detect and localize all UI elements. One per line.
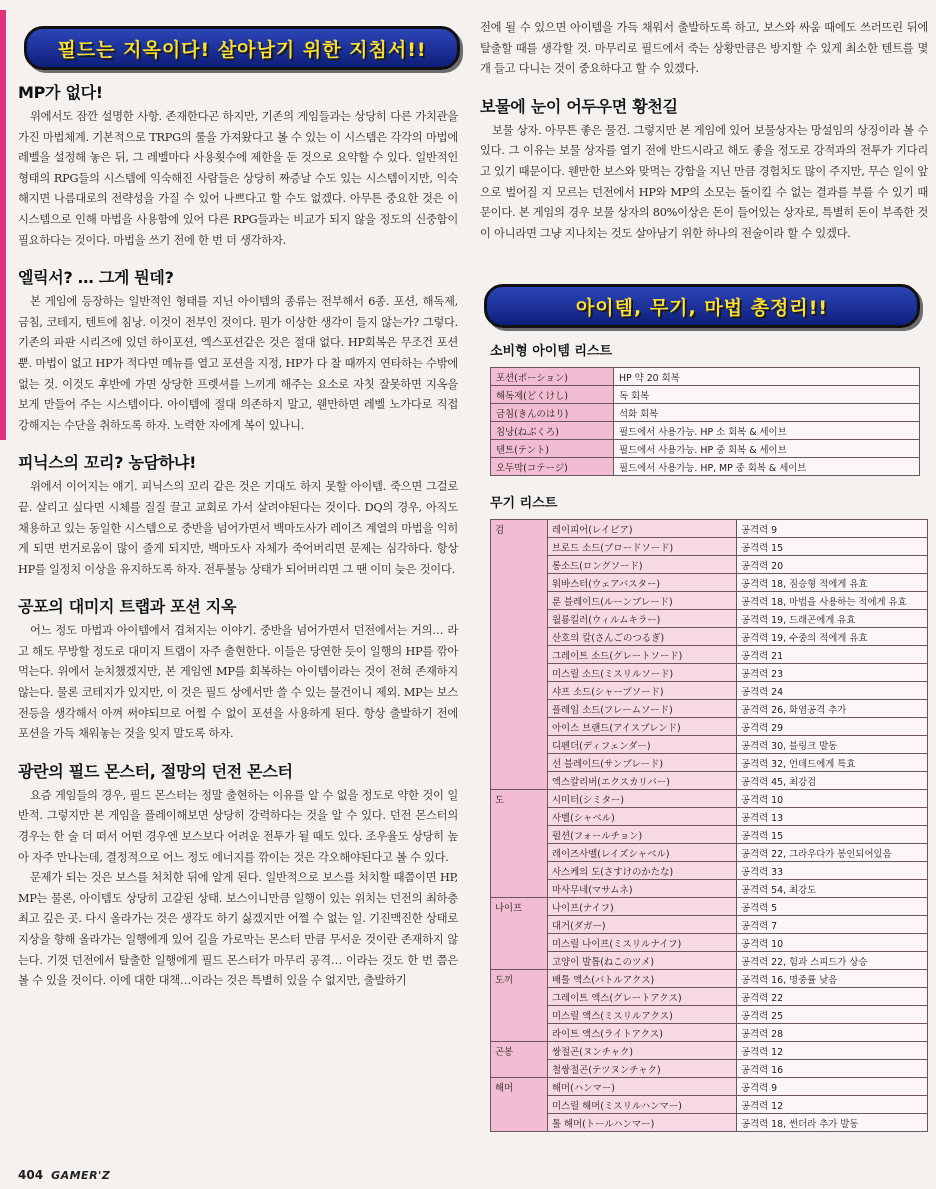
item-name: 해독제(どくけし) [491, 386, 614, 404]
section-treasure [480, 94, 928, 245]
weapon-name: 쌍절곤(ヌンチャク) [548, 1042, 737, 1060]
weapon-row [491, 610, 928, 628]
weapon-stat: 공격력 13 [737, 808, 928, 826]
weapon-stat: 공격력 10 [737, 790, 928, 808]
weapon-name: 미스릴 소드(ミスリルソード) [548, 664, 737, 682]
weapon-name: 철쌍절곤(テツヌンチャク) [548, 1060, 737, 1078]
weapon-stat: 공격력 18, 짐승형 적에게 유효 [737, 574, 928, 592]
section-heading: 공포의 대미지 트랩과 포션 지옥 [18, 597, 237, 617]
weapon-stat: 공격력 15 [737, 826, 928, 844]
weapon-name: 룬 블레이드(ルーンブレード) [548, 592, 737, 610]
weapon-row [491, 988, 928, 1006]
weapon-name: 엑스칼리버(エクスカリバー) [548, 772, 737, 790]
item-name: 침낭(ねぶくろ) [491, 422, 614, 440]
weapon-name: 라이트 액스(ライトアクス) [548, 1024, 737, 1042]
weapon-stat: 공격력 21 [737, 646, 928, 664]
section-banner-summary: 아이템, 무기, 마법 총정리!! [484, 284, 920, 328]
weapon-stat: 공격력 12 [737, 1096, 928, 1114]
weapon-name: 나이프(ナイフ) [548, 898, 737, 916]
weapon-name: 아이스 브랜드(アイスブレンド) [548, 718, 737, 736]
left-column [18, 26, 458, 1006]
weapon-name: 대거(ダガー) [548, 916, 737, 934]
item-effect: 필드에서 사용가능. HP, MP 중 회복 & 세이브 [614, 458, 920, 476]
weapon-stat: 공격력 10 [737, 934, 928, 952]
weapon-row [491, 1042, 928, 1060]
weapon-row [491, 1006, 928, 1024]
weapon-stat: 공격력 23 [737, 664, 928, 682]
weapon-row [491, 808, 928, 826]
weapon-category: 도끼 [491, 970, 548, 1042]
weapon-name: 그레이트 소드(グレートソード) [548, 646, 737, 664]
weapon-category: 나이프 [491, 898, 548, 970]
weapon-row [491, 772, 928, 790]
section-damage-trap [18, 594, 458, 745]
weapon-name: 샤프 소드(シャープソード) [548, 682, 737, 700]
item-row [491, 386, 920, 404]
weapon-stat: 공격력 30, 블링크 발동 [737, 736, 928, 754]
weapon-row [491, 970, 928, 988]
weapon-row [491, 646, 928, 664]
weapon-stat: 공격력 16 [737, 1060, 928, 1078]
section-banner-survival: 필드는 지옥이다! 살아남기 위한 지침서!! [24, 26, 460, 70]
weapon-row [491, 844, 928, 862]
weapon-name: 산호의 칼(さんごのつるぎ) [548, 628, 737, 646]
weapon-name: 배틀 액스(バトルアクス) [548, 970, 737, 988]
items-list-title: 소비형 아이템 리스트 [490, 344, 613, 360]
weapon-stat: 공격력 54, 최강도 [737, 880, 928, 898]
weapon-name: 레이즈사벨(レイズシャベル) [548, 844, 737, 862]
page-footer [18, 1168, 110, 1182]
weapon-name: 미스릴 해머(ミスリルハンマー) [548, 1096, 737, 1114]
weapon-name: 월룡킬러(ウィルムキラー) [548, 610, 737, 628]
page-edge-stripe [0, 10, 6, 440]
weapon-name: 사벨(シャベル) [548, 808, 737, 826]
weapon-row [491, 700, 928, 718]
weapon-stat: 공격력 7 [737, 916, 928, 934]
weapon-stat: 공격력 45, 최강검 [737, 772, 928, 790]
weapon-row [491, 754, 928, 772]
page-number: 404 [18, 1168, 44, 1182]
weapon-stat: 공격력 19, 수중의 적에게 유효 [737, 628, 928, 646]
weapon-stat: 공격력 26, 화염공격 추가 [737, 700, 928, 718]
weapon-stat: 공격력 24 [737, 682, 928, 700]
weapon-stat: 공격력 29 [737, 718, 928, 736]
weapon-row [491, 538, 928, 556]
section-body: 어느 정도 마법과 아이템에서 겹쳐지는 이야기. 중반을 넘어가면서 던전에서는 거의… 라고 해도 무방할 정도로 대미지 트랩이 자주 출현한다. 이들은 당연한 듯이 일행의 HP를 깎아먹는다. 위에서 눈치챘겠지만, 본 게임엔 MP를 회복하는 아이템이라는 것이 전혀 존재하지 않는다. 물론 코테지가 있지만, 이 것은 필드 상에서만 쓸 수 있는 물건이니 제외. MP는 보스전등을 생각해서 아껴 써야되므로 어쩔 수 없이 포션을 사용하게 된다. 항상 출발하기 전에 포션을 가득 채워놓는 것을 잊지 말도록 하자. [18, 624, 458, 741]
weapon-stat: 공격력 9 [737, 520, 928, 538]
item-effect: 석화 회복 [614, 404, 920, 422]
item-effect: 필드에서 사용가능. HP 소 회복 & 세이브 [614, 422, 920, 440]
weapon-row [491, 1024, 928, 1042]
weapon-name: 그레이트 액스(グレートアクス) [548, 988, 737, 1006]
item-row [491, 368, 920, 386]
weapon-row [491, 880, 928, 898]
weapon-row [491, 826, 928, 844]
weapon-stat: 공격력 9 [737, 1078, 928, 1096]
weapon-name: 플레임 소드(フレームソード) [548, 700, 737, 718]
section-heading: 보물에 눈이 어두우면 황천길 [480, 96, 678, 116]
weapon-stat: 공격력 18, 마법을 사용하는 적에게 유효 [737, 592, 928, 610]
item-name: 포션(ポーション) [491, 368, 614, 386]
right-column [480, 18, 928, 1132]
weapon-row [491, 1114, 928, 1132]
section-body: 보물 상자. 아무튼 좋은 물건. 그렇지만 본 게임에 있어 보물상자는 망설임의 상징이라 볼 수 있다. 그 이유는 보물 상자를 열기 전에 반드시라고 해도 좋을 정도로 강적과의 전투가 기다리고 있기 때문이다. 웬만한 보스와 맞먹는 강함을 지닌 만큼 경험치도 많이 주지만, 무슨 일이 앞으로 벌어질 지 모르는 던전에서 HP와 MP의 소모는 돌이킬 수 없는 결과를 부를 수 있기 때문이다. 본 게임의 경우 보물 상자의 80%이상은 돈이 들어있는 상자로, 특별히 돈이 부족한 것이 아니라면 그냥 지나치는 것도 살아남기 위한 하나의 전술이라 할 수 있겠다. [480, 123, 928, 240]
weapon-stat: 공격력 32, 언데드에게 특효 [737, 754, 928, 772]
weapon-name: 브로드 소드(ブロードソード) [548, 538, 737, 556]
weapon-name: 마사무네(マサムネ) [548, 880, 737, 898]
weapon-row [491, 898, 928, 916]
weapon-stat: 공격력 15 [737, 538, 928, 556]
weapon-name: 해머(ハンマー) [548, 1078, 737, 1096]
weapon-row [491, 916, 928, 934]
weapon-stat: 공격력 22 [737, 988, 928, 1006]
weapon-row [491, 664, 928, 682]
weapon-name: 시미터(シミター) [548, 790, 737, 808]
section-elixir [18, 265, 458, 436]
weapon-stat: 공격력 22, 그라우다가 봉인되어있음 [737, 844, 928, 862]
weapon-name: 선 블레이드(サンブレード) [548, 754, 737, 772]
weapon-name: 사스케의 도(さすけのかたな) [548, 862, 737, 880]
weapon-name: 롱소드(ロングソード) [548, 556, 737, 574]
item-row [491, 404, 920, 422]
section-monsters [18, 759, 458, 992]
item-effect: 독 회복 [614, 386, 920, 404]
weapon-stat: 공격력 18, 썬더라 추가 발동 [737, 1114, 928, 1132]
continued-text: 전에 될 수 있으면 아이템을 가득 채워서 출발하도록 하고, 보스와 싸움 때에도 쓰러뜨린 뒤에 탈출할 때를 생각할 것. 마무리로 필드에서 죽는 상황만큼은 방지할 수 있게 최소한 텐트를 몇 개 들고 다니는 것이 중요하다고 할 수 있겠다. [480, 21, 928, 76]
weapon-name: 미스릴 액스(ミスリルアクス) [548, 1006, 737, 1024]
weapon-name: 미스릴 나이프(ミスリルナイフ) [548, 934, 737, 952]
section-body: 위에서도 잠깐 설명한 사항. 존재한다곤 하지만, 기존의 게임들과는 상당히 다른 가치관을 가진 마법체계. 기본적으로 TRPG의 룰을 가져왔다고 볼 수 있는 이 시스템은 각각의 마법에 레벨을 설정해 놓은 뒤, 그 레벨마다 사용횟수에 제한을 둔 것으로 요약할 수 있다. 일반적인 형태의 RPG들의 시스템에 익숙해진 사람들은 상당히 짜증날 수도 있는 시스템이지만, 익숙해지면 나름대로의 전략성을 가질 수 있어 나쁘다고 할 수도 없겠다. 아무튼 중요한 것은 이 시스템으로 인해 마법을 사용함에 있어 다른 RPG들과는 비교가 되지 않을 정도의 신중함이 필요하다는 것이다. 마법을 쓰기 전에 한 번 더 생각하자. [18, 110, 458, 247]
weapon-row [491, 682, 928, 700]
weapon-row [491, 1078, 928, 1096]
section-heading: 엘릭서? … 그게 뭔데? [18, 268, 174, 288]
weapon-stat: 공격력 33 [737, 862, 928, 880]
weapons-list-title: 무기 리스트 [490, 496, 558, 512]
weapon-row [491, 790, 928, 808]
item-effect: 필드에서 사용가능. HP 중 회복 & 세이브 [614, 440, 920, 458]
weapon-row [491, 934, 928, 952]
section-heading: 피닉스의 꼬리? 농담하냐! [18, 453, 197, 473]
weapon-row [491, 1060, 928, 1078]
item-name: 텐트(テント) [491, 440, 614, 458]
weapon-stat: 공격력 5 [737, 898, 928, 916]
weapon-name: 펄션(フォールチョン) [548, 826, 737, 844]
section-body: 요즘 게임들의 경우, 필드 몬스터는 정말 출현하는 이유를 알 수 없을 정도로 약한 것이 일반적. 그렇지만 본 게임을 플레이해보면 상당히 강력하다는 것을 알 수 있다. 던전 몬스터의 경우는 한 술 더 떠서 어떤 경우엔 보스보다 어려운 전투가 될 때도 있다. 조우율도 상당히 높아 자주 만나는데, 결정적으로 어느 정도 에너지를 깎이는 것은 각오해야된다고 볼 수 있다. [18, 788, 458, 864]
item-effect: HP 약 20 회복 [614, 368, 920, 386]
weapon-row [491, 592, 928, 610]
section-body: 위에서 이어지는 얘기. 피닉스의 꼬리 같은 것은 기대도 하지 못할 아이템. 죽으면 그걸로 끝. 살리고 싶다면 시체를 질질 끌고 교회로 가서 살려야된다는 것이다. DQ의 경우, 아직도 채용하고 있는 동일한 시스템으로 중반을 넘어가면서 백마도사가 레이즈 계열의 마법을 익히게 되면 번거로움이 많이 줄게 되지만, 백마도사 자체가 죽어버리면 문제는 심각하다. 항상 HP를 일정치 이상을 유지하도록 하자. 전투불능 상태가 되어버리면 그 땐 이미 늦은 것이다. [18, 480, 458, 576]
weapon-row [491, 952, 928, 970]
weapon-row [491, 1096, 928, 1114]
weapon-category: 곤봉 [491, 1042, 548, 1078]
weapon-category: 해머 [491, 1078, 548, 1132]
weapon-row [491, 574, 928, 592]
weapon-stat: 공격력 22, 힘과 스피드가 상승 [737, 952, 928, 970]
section-heading: 광란의 필드 몬스터, 절망의 던전 몬스터 [18, 761, 293, 781]
section-phoenix [18, 450, 458, 580]
weapon-name: 톨 해머(トールハンマー) [548, 1114, 737, 1132]
weapon-name: 디펜더(ディフェンダー) [548, 736, 737, 754]
weapon-name: 고양이 발톱(ねこのツメ) [548, 952, 737, 970]
weapon-stat: 공격력 20 [737, 556, 928, 574]
weapon-stat: 공격력 12 [737, 1042, 928, 1060]
item-row [491, 422, 920, 440]
weapon-category: 검 [491, 520, 548, 790]
weapon-stat: 공격력 19, 드래곤에게 유효 [737, 610, 928, 628]
item-row [491, 458, 920, 476]
section-body-continued: 문제가 되는 것은 보스를 처치한 뒤에 알게 된다. 일반적으로 보스를 처치할 때쯤이면 HP, MP는 물론, 아이템도 상당히 고갈된 상태. 보스이니만큼 일행이 있는 위치는 던전의 최하층 최고 깊은 곳. 다시 올라가는 것은 생각도 하기 싫겠지만 어쩔 수 없는 일. 기진맥진한 상태로 지상을 향해 올라가는 일행에게 있어 길을 가로막는 몬스터 만큼 무서운 것이란 존재하지 않는다. 기껏 던전에서 탈출한 일행에게 필드 몬스터가 마무리 공격… 이라는 것도 한 번 쯤은 볼 수 있을 것이다. 이에 대한 대책…이라는 것은 특별히 있을 수 없지만, 출발하기 [18, 871, 458, 988]
weapon-category: 도 [491, 790, 548, 898]
magazine-name: GAMER'Z [51, 1168, 111, 1182]
item-row [491, 440, 920, 458]
weapon-stat: 공격력 16, 명중률 낮음 [737, 970, 928, 988]
weapon-row [491, 556, 928, 574]
item-name: 오두막(コテージ) [491, 458, 614, 476]
consumable-items-table [490, 367, 920, 476]
section-mp [18, 80, 458, 251]
weapon-row [491, 628, 928, 646]
weapons-table [490, 519, 928, 1132]
item-name: 금침(きんのはり) [491, 404, 614, 422]
weapon-stat: 공격력 25 [737, 1006, 928, 1024]
weapon-row [491, 718, 928, 736]
weapon-row [491, 520, 928, 538]
weapon-stat: 공격력 28 [737, 1024, 928, 1042]
weapon-name: 레이피어(レイピア) [548, 520, 737, 538]
section-body: 본 게임에 등장하는 일반적인 형태를 지닌 아이템의 종류는 전부해서 6종. 포션, 해독제, 금침, 코테지, 텐트에 침낭. 이것이 전부인 것이다. 뭔가 이상한 생각이 들지 않는가? 그렇다. 기존의 파판 시리즈에 있던 하이포션, 엑스포션같은 것은 절대 없다. HP회복은 무조건 포션 뿐. 마법이 없고 HP가 적다면 메뉴를 열고 포션을 지정, HP가 다 찰 때까지 연타하는 수밖에 없는 것. 이것도 후반에 가면 상당한 프렛셔를 느끼게 해주는 요소로 자칫 잘못하면 지옥을 보게 만들어 주는 시스템이다. 아이템에 절대 의존하지 말고, 웬만하면 레벨 노가다로 직접 강해지는 수단을 취하도록 하자. 노력한 자에게 복이 있나니. [18, 295, 458, 432]
weapon-name: 워바스터(ウェアバスター) [548, 574, 737, 592]
weapon-row [491, 736, 928, 754]
section-heading: MP가 없다! [18, 83, 103, 102]
weapon-row [491, 862, 928, 880]
